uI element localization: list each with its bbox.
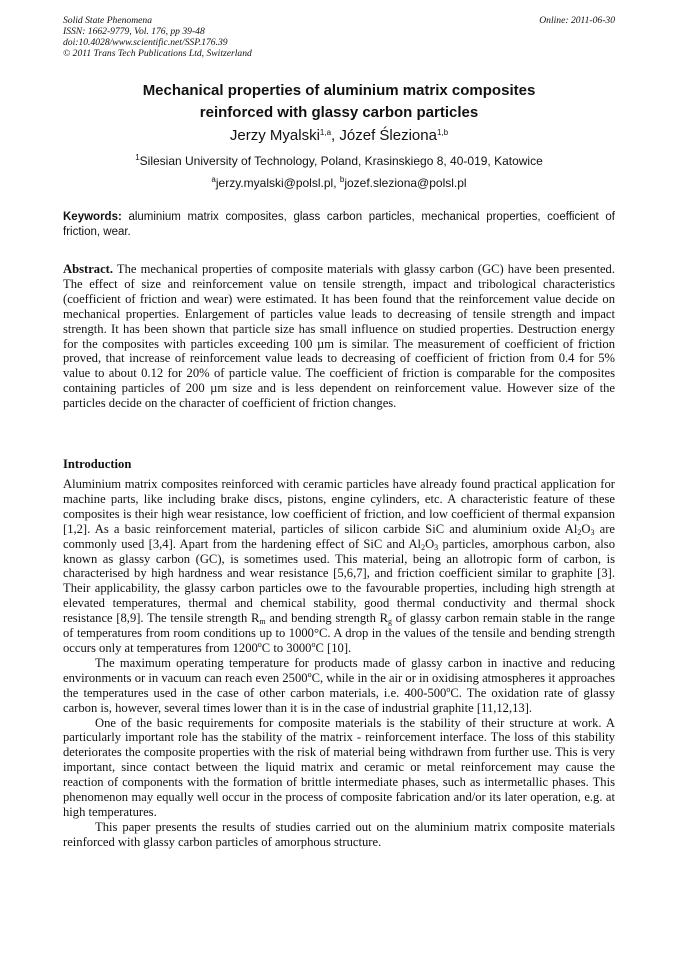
author-1-affil-mark: 1,a: [319, 128, 332, 137]
author-emails: [63, 175, 615, 191]
p1-text-d: O: [425, 536, 435, 551]
p1-sub-2: 3: [590, 527, 595, 537]
p2-text-b: C, while in the air or in oxidising atmospheres it approaches the temperatures used in the case of other carbon materials, i.e. 400-500: [63, 670, 615, 700]
keywords-block: [63, 210, 615, 240]
author-separator: ,: [331, 127, 340, 144]
issn-line: ISSN: 1662-9779, Vol. 176, pp 39-48: [63, 26, 205, 37]
email-b[interactable]: jozef.sleziona@polsl.pl: [344, 176, 467, 190]
intro-paragraph-3: One of the basic requirements for composite materials is the stability of their structure at work. A particularly important role has the stability of the matrix - reinforcement interface. The loss of this stability deteriorates the composite properties with the risk of material being withdrawn from further use. This is very important, since contact between the liquid matrix and ceramic or metal reinforcement may cause the reaction of components with the formation of brittle intermediate phases, such as intermetallic phases. This phenomenon may equally well occur in the process of composite fabrication and/or its later operation, e.g. at high temperatures.: [63, 715, 615, 819]
email-separator: ,: [333, 176, 340, 190]
p1-sub-5: m: [259, 617, 266, 627]
author-2: Józef Śleziona: [339, 127, 437, 144]
title-line-1: Mechanical properties of aluminium matrix composites: [142, 82, 536, 99]
email-a[interactable]: jerzy.myalski@polsl.pl: [215, 176, 334, 190]
author-2-affil-mark: 1,b: [436, 128, 449, 137]
p2-sup-2: o: [446, 684, 451, 694]
keywords-text: aluminium matrix composites, glass carbon particles, mechanical properties, coefficient of friction, wear.: [63, 211, 615, 238]
p1-text-i: C [10].: [315, 640, 352, 655]
p1-sub-3: 2: [421, 542, 426, 552]
p1-sub-4: 3: [434, 542, 439, 552]
keywords-label: Keywords:: [63, 211, 122, 223]
email-b-mark: b: [339, 175, 345, 184]
journal-name: Solid State Phenomena: [63, 15, 152, 26]
p1-text-h: C to 3000: [261, 640, 312, 655]
p1-sup-2: o: [311, 639, 316, 649]
p1-text-g: of glassy carbon remain stable in the range of temperatures from room conditions up to 1000°C. A drop in the values of the tensile and bending strength occurs only at temperatures from 1200: [63, 611, 615, 655]
p1-text-e: particles, amorphous carbon, also known as glassy carbon (GC), is sometimes used. This material, being an allotropic form of carbon, is characterised by high hardness and wear resistance [5,6,7], and friction coefficient similar to graphite [3]. Their applicability, the glassy carbon particles owe to the favourable properties, including high strength at elevated temperatures, thermal and chemical stability, good thermal conductivity and thermal shock resistance [8,9]. The tensile strength R: [63, 536, 615, 626]
p1-text-a: Aluminium matrix composites reinforced with ceramic particles have already found practical application for machine parts, like including brake discs, pistons, engine cylinders, etc. A characteristic feature of these composites is their high wear resistance, low coefficient of friction, and low coefficient of thermal expansion [1,2]. As a basic reinforcement material, particles of silicon carbide SiC and aluminium oxide Al: [63, 477, 615, 536]
abstract-label: Abstract.: [63, 262, 114, 276]
p1-sub-6: g: [388, 617, 393, 627]
p1-sub-1: 2: [577, 527, 582, 537]
p2-text-c: C. The oxidation rate of glassy carbon is, however, several times lower than it is in the case of industrial graphite [11,12,13].: [63, 685, 615, 715]
online-date: Online: 2011-06-30: [539, 15, 615, 26]
abstract-text: The mechanical properties of composite materials with glassy carbon (GC) have been presented. The effect of size and reinforcement value on tensile strength, impact and tribological characteristics (coefficient of friction and wear) were estimated. It has been found that the reinforcement value decide on mechanical properties. Enlargement of particles value leads to decreasing of tensile strength and impact strength. It has been shown that particle size has small influence on studied properties. Destruction energy for the composites with particles exceeding 100 µm is similar. The measurement of coefficient of friction proved, that increase of reinforcement value leads to decreasing of coefficient of friction from 0.4 for 5% value to about 0.12 for 20% of particle value. The coefficient of friction is comparable for the composites containing particles of 200 µm size and is less dependent on reinforcement value. However size of the particles decide on the character of coefficient of friction changes.: [63, 262, 615, 411]
affiliation-mark: 1: [135, 153, 140, 162]
abstract-block: [63, 262, 615, 411]
introduction-heading: Introduction: [63, 457, 132, 471]
email-a-mark: a: [211, 175, 216, 184]
p1-sup-1: o: [257, 639, 262, 649]
intro-paragraph-4: This paper presents the results of studies carried out on the aluminium matrix composite materials reinforced with glassy carbon particles of amorphous structure.: [63, 819, 615, 849]
p2-sup-1: o: [307, 669, 312, 679]
copyright-line: © 2011 Trans Tech Publications Ltd, Switzerland: [63, 48, 252, 59]
intro-paragraph-1: [63, 477, 615, 656]
introduction-body: [63, 477, 615, 850]
intro-paragraph-2: [63, 656, 615, 716]
p1-text-f: and bending strength R: [265, 611, 389, 626]
p2-text-a: The maximum operating temperature for products made of glassy carbon in inactive and reducing environments or in vacuum can reach even 2500: [63, 655, 615, 685]
paper-title: [63, 80, 615, 124]
title-line-2: reinforced with glassy carbon particles: [199, 104, 479, 121]
p1-text-b: O: [581, 521, 591, 536]
affiliation: [63, 153, 615, 169]
author-list: [63, 126, 615, 146]
affiliation-text: Silesian University of Technology, Poland, Krasinskiego 8, 40-019, Katowice: [139, 154, 543, 168]
doi-line: doi:10.4028/www.scientific.net/SSP.176.39: [63, 37, 228, 48]
p1-text-c: are commonly used [3,4]. Apart from the hardening effect of SiC and Al: [63, 521, 615, 551]
journal-header: [63, 15, 615, 59]
author-1: Jerzy Myalski: [229, 127, 320, 144]
